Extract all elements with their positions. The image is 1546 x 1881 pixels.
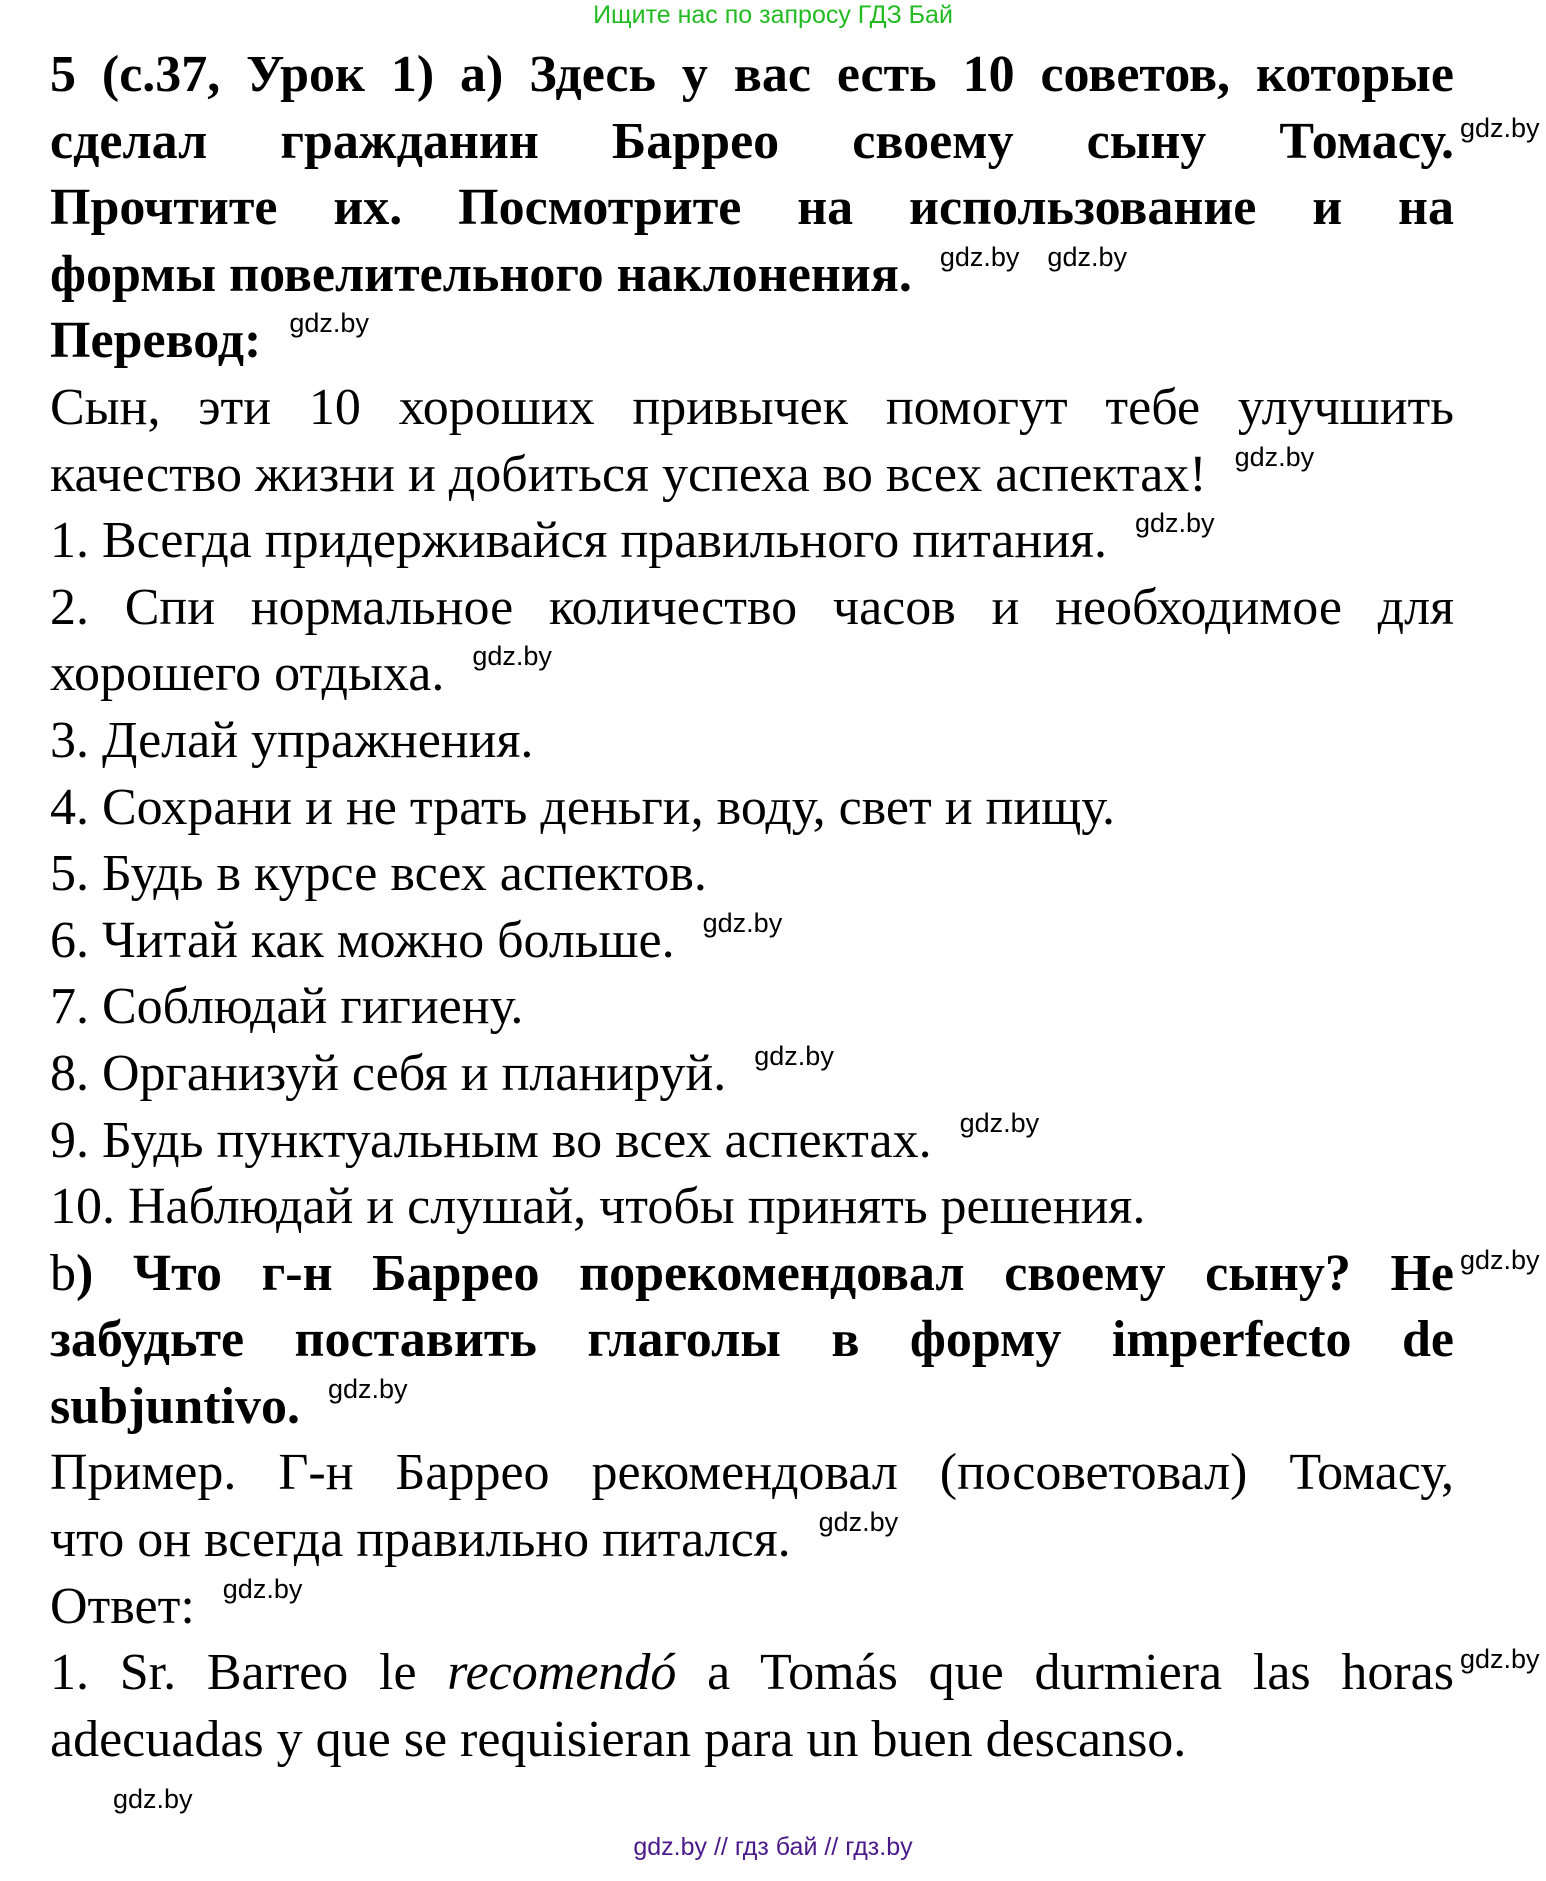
watermark: gdz.by: [939, 241, 1020, 272]
tip-item: 5. Будь в курсе всех аспектов.: [50, 845, 707, 903]
watermark: gdz.by: [1460, 1644, 1540, 1675]
tip-item: 7. Соблюдай гигиену.: [50, 978, 524, 1036]
answer-verb: recomendó: [447, 1644, 677, 1702]
watermark: gdz.by: [222, 1573, 303, 1604]
watermark: gdz.by: [754, 1040, 834, 1071]
tip-item: [50, 508, 1454, 575]
example-text: что он всегда правильно питался.: [50, 1511, 791, 1569]
watermark: gdz.by: [1460, 1244, 1540, 1275]
translation-label: Перевод:: [50, 312, 262, 370]
example-line: [50, 1440, 1454, 1507]
watermark: gdz.by: [818, 1507, 899, 1538]
tip-text: 9. Будь пунктуальным во всех аспектах.: [50, 1111, 932, 1169]
translation-heading: [50, 308, 1454, 375]
watermark: gdz.by: [1134, 508, 1215, 539]
intro-line: [50, 375, 1454, 442]
tip-item: [50, 641, 1454, 708]
answer-label: Ответ:: [50, 1577, 195, 1635]
task-a-line: [50, 109, 1540, 176]
intro-text: Сын, эти 10 хороших привычек помогут тебе улучшить: [50, 378, 1454, 436]
task-b-line: [50, 1374, 1454, 1441]
document-body: [50, 42, 1540, 1773]
answer-line: adecuadas y que se requisieran para un buen descanso.: [50, 1710, 1187, 1768]
example-line: [50, 1507, 1454, 1574]
tip-item: [50, 575, 1454, 642]
answer-heading: [50, 1574, 1454, 1641]
task-a-text: 5 (с.37, Урок 1) a) Здесь у вас есть 10 советов, которые: [50, 46, 1454, 103]
intro-text: качество жизни и добиться успеха во всех аспектах!: [50, 445, 1207, 503]
watermark: gdz.by: [959, 1107, 1040, 1138]
task-a-line: [50, 175, 1454, 242]
answer-line: [50, 1640, 1540, 1707]
intro-line: [50, 442, 1454, 509]
task-a-text: Прочтите их. Посмотрите на использование и на: [50, 179, 1454, 237]
tip-item: [50, 908, 1454, 975]
watermark: gdz.by: [328, 1373, 408, 1404]
tip-item: 3. Делай упражнения.: [50, 711, 534, 769]
task-a-line: [50, 42, 1454, 109]
tip-item: [50, 1041, 1454, 1108]
tip-text: 6. Читай как можно больше.: [50, 911, 675, 969]
task-b-text: subjuntivo.: [50, 1377, 300, 1435]
watermark: gdz.by: [113, 1784, 193, 1814]
task-b-prefix: b: [50, 1244, 76, 1302]
watermark: gdz.by: [1234, 441, 1315, 472]
tip-text: 2. Спи нормальное количество часов и необходимое для: [50, 578, 1454, 636]
task-b-text: ) Что г-н Баррео порекомендовал своему сыну? Не: [76, 1244, 1454, 1302]
tip-text: хорошего отдыха.: [50, 645, 445, 703]
tip-text: 1. Всегда придерживайся правильного питания.: [50, 512, 1107, 570]
answer-text: a Tomás que durmiera las horas: [676, 1644, 1454, 1702]
task-b-text: забудьте поставить глаголы в форму imperfecto de: [50, 1311, 1454, 1369]
task-b-line: [50, 1241, 1540, 1308]
footer-watermark: gdz.by // гдз бай // гдз.by: [633, 1833, 913, 1861]
tip-text: 8. Организуй себя и планируй.: [50, 1044, 727, 1102]
watermark: gdz.by: [289, 308, 369, 339]
example-text: Пример. Г-н Баррео рекомендовал (посоветовал) Томасу,: [50, 1444, 1454, 1502]
task-a-text: формы повелительного наклонения.: [50, 245, 912, 303]
watermark: gdz.by: [1460, 112, 1540, 143]
answer-text: 1. Sr. Barreo le: [50, 1644, 448, 1702]
task-a-text: сделал гражданин Баррео своему сыну Томасу.: [50, 112, 1454, 170]
tip-item: 10. Наблюдай и слушай, чтобы принять решения.: [50, 1178, 1146, 1236]
task-a-line: [50, 242, 1454, 309]
watermark: gdz.by: [702, 907, 783, 938]
watermark: gdz.by: [1047, 241, 1127, 272]
tip-item: 4. Сохрани и не трать деньги, воду, свет и пищу.: [50, 778, 1116, 836]
tip-item: [50, 1108, 1454, 1175]
search-hint-header: Ищите нас по запросу ГДЗ Бай: [593, 1, 953, 29]
watermark: gdz.by: [472, 641, 552, 672]
task-b-line: [50, 1307, 1454, 1374]
